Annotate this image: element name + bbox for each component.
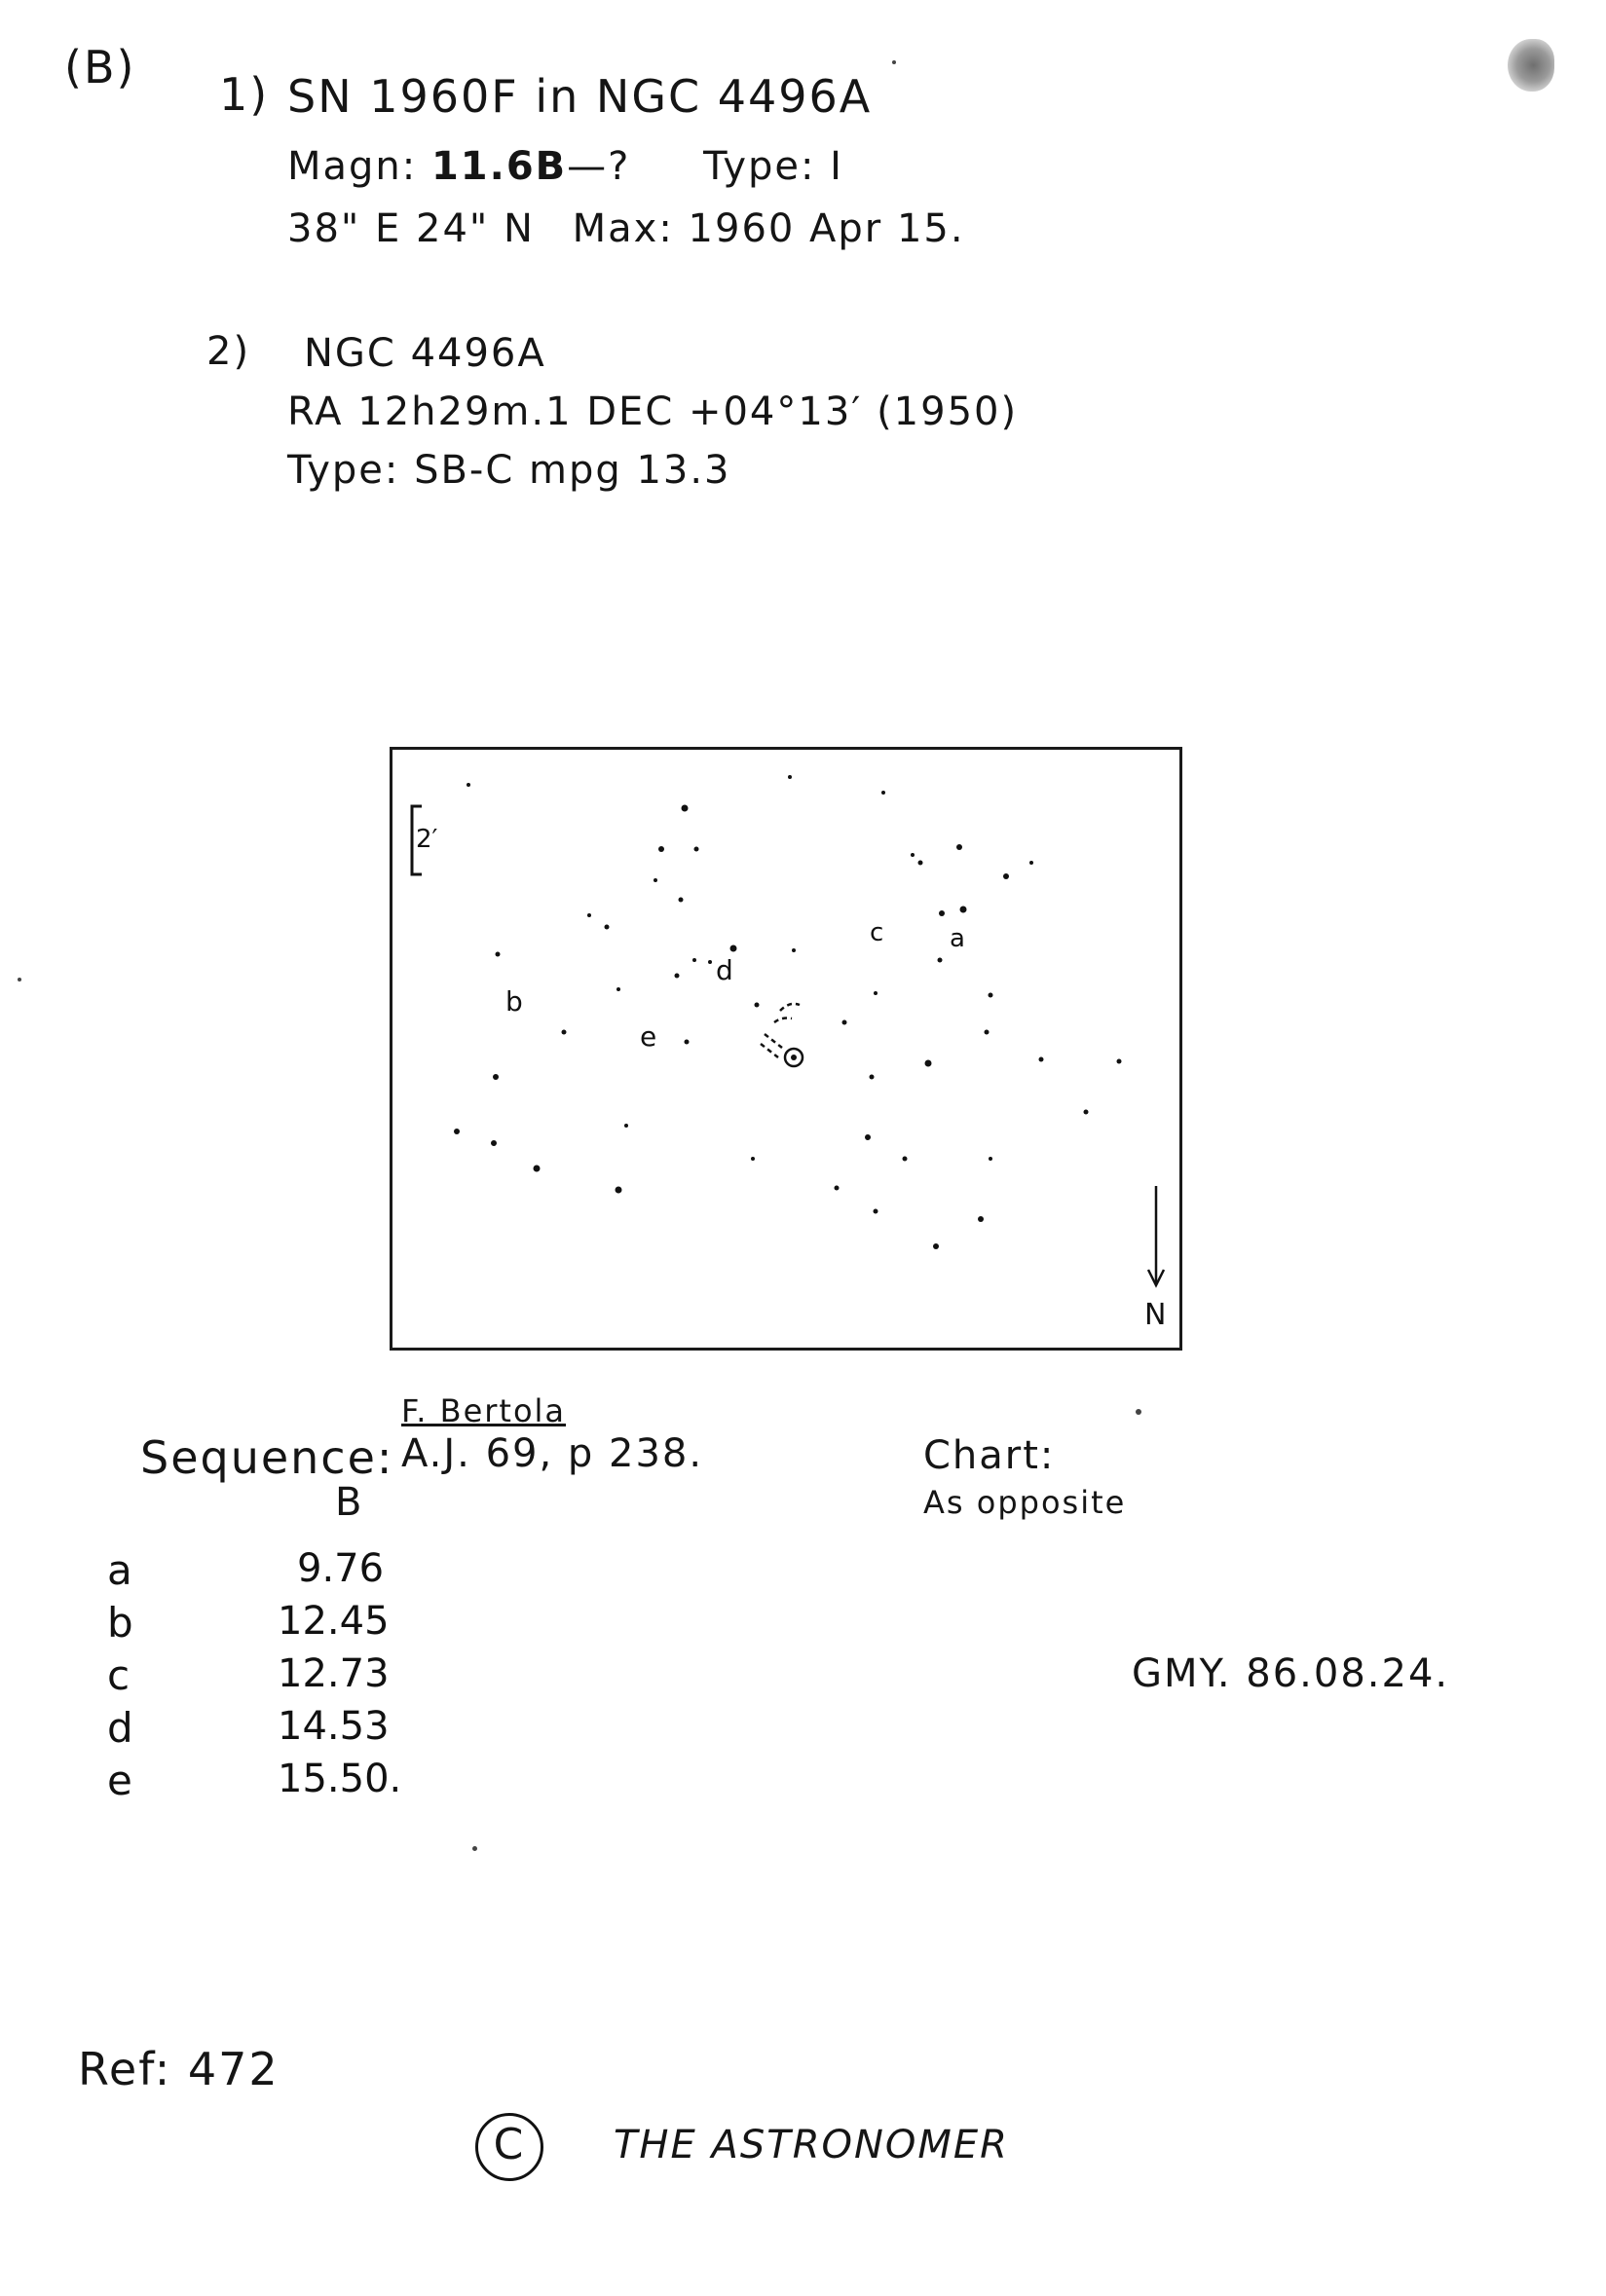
star-dot — [842, 1020, 847, 1025]
sequence-key: e — [107, 1757, 132, 1804]
scan-speck — [18, 978, 21, 981]
sequence-key: b — [107, 1599, 133, 1647]
supernova-marker — [785, 1049, 803, 1066]
scan-speck — [1136, 1409, 1141, 1415]
star-dot — [911, 853, 915, 857]
star-label-c: c — [870, 918, 884, 947]
sn-offset: 38" E 24" N — [287, 206, 535, 251]
star-dot — [938, 958, 943, 963]
star-dot — [960, 907, 967, 913]
item1-number: 1) — [219, 68, 270, 121]
sequence-key: c — [107, 1651, 131, 1699]
sequence-column-header: B — [335, 1480, 364, 1525]
star-dot — [562, 1030, 567, 1035]
sequence-key: d — [107, 1704, 133, 1752]
item2-coordinates: RA 12h29m.1 DEC +04°13′ (1950) — [287, 389, 1019, 434]
star-dot — [624, 1124, 628, 1128]
scan-speck — [892, 60, 896, 64]
star-dot — [874, 991, 878, 995]
copyright-text: THE ASTRONOMER — [614, 2123, 1009, 2167]
star-dot — [989, 1157, 992, 1161]
scan-speck — [472, 1846, 477, 1851]
sn-maximum: Max: 1960 Apr 15. — [572, 206, 965, 251]
star-dot — [587, 913, 591, 917]
star-dot — [978, 1216, 984, 1222]
source-author: F. Bertola — [401, 1392, 567, 1429]
star-dot — [467, 783, 470, 787]
star-dot — [682, 805, 689, 812]
star-label-b: b — [505, 985, 523, 1018]
star-dot — [1003, 873, 1009, 879]
item1-offset-line — [287, 206, 965, 251]
star-dot — [870, 1075, 875, 1080]
initials-date: GMY. 86.08.24. — [1132, 1651, 1450, 1696]
star-dot — [1117, 1059, 1122, 1064]
item1-title: SN 1960F in NGC 4496A — [287, 70, 873, 123]
star-dot — [675, 974, 680, 979]
star-dot — [792, 948, 796, 952]
star-dot — [865, 1134, 871, 1140]
star-dot — [685, 1040, 690, 1045]
sequence-value: 9.76 — [297, 1546, 385, 1591]
sn-type: Type: I — [703, 144, 843, 189]
star-dot — [491, 1140, 497, 1146]
star-dot — [1084, 1110, 1089, 1115]
star-dot — [616, 1187, 622, 1194]
magn-suffix: —? — [567, 144, 631, 189]
star-dot — [1039, 1057, 1044, 1062]
chart-note-label: Chart: — [923, 1433, 1056, 1478]
star-dot — [496, 952, 501, 957]
finder-chart-svg — [392, 750, 1179, 1348]
star-dot — [989, 993, 993, 998]
item2-number: 2) — [206, 329, 251, 374]
star-dot — [881, 791, 885, 795]
star-dot — [605, 925, 610, 930]
star-dot — [679, 898, 684, 903]
star-label-a: a — [950, 924, 965, 953]
finder-chart — [390, 747, 1182, 1351]
star-dot — [939, 910, 945, 916]
star-dot — [985, 1030, 990, 1035]
copyright-symbol: C — [475, 2113, 543, 2181]
item1-magnitude-line — [287, 144, 843, 189]
star-dot — [755, 1003, 760, 1008]
magn-value: 11.6B — [430, 144, 568, 189]
chart-note-value: As opposite — [923, 1484, 1127, 1521]
star-dot — [751, 1157, 755, 1161]
reference-number: Ref: 472 — [78, 2043, 280, 2095]
scale-label: 2′ — [416, 825, 438, 854]
star-dot — [933, 1243, 939, 1249]
sequence-key: a — [107, 1546, 132, 1594]
star-dot — [1029, 861, 1033, 865]
star-dot — [616, 987, 620, 991]
star-dot — [730, 945, 737, 952]
star-field — [454, 775, 1122, 1249]
sequence-value: 12.45 — [278, 1599, 390, 1644]
star-label-e: e — [640, 1020, 657, 1053]
corner-blot — [1508, 39, 1554, 92]
star-dot — [454, 1129, 460, 1134]
star-dot — [874, 1209, 878, 1214]
sequence-value: 12.73 — [278, 1651, 390, 1696]
magn-label: Magn: — [287, 144, 418, 189]
sequence-label: Sequence: — [140, 1431, 394, 1484]
star-dot — [903, 1157, 908, 1162]
north-arrow-icon — [1148, 1186, 1164, 1285]
star-dot — [956, 844, 962, 850]
star-dot — [692, 958, 696, 962]
north-label: N — [1144, 1298, 1167, 1332]
star-dot — [918, 861, 923, 866]
section-label: (B) — [64, 41, 136, 93]
star-dot — [534, 1166, 541, 1172]
star-dot — [658, 846, 664, 852]
item2-title: NGC 4496A — [304, 331, 546, 376]
star-dot — [708, 960, 712, 964]
item2-type: Type: SB-C mpg 13.3 — [287, 448, 731, 493]
sequence-value: 14.53 — [278, 1704, 390, 1749]
star-dot — [835, 1186, 840, 1191]
source-reference: A.J. 69, p 238. — [401, 1431, 704, 1476]
star-dot — [694, 847, 699, 852]
star-label-d: d — [716, 954, 733, 986]
star-dot — [925, 1060, 932, 1067]
star-dot — [788, 775, 792, 779]
star-dot — [654, 878, 657, 882]
sequence-value: 15.50. — [278, 1757, 402, 1801]
star-dot — [493, 1074, 499, 1080]
